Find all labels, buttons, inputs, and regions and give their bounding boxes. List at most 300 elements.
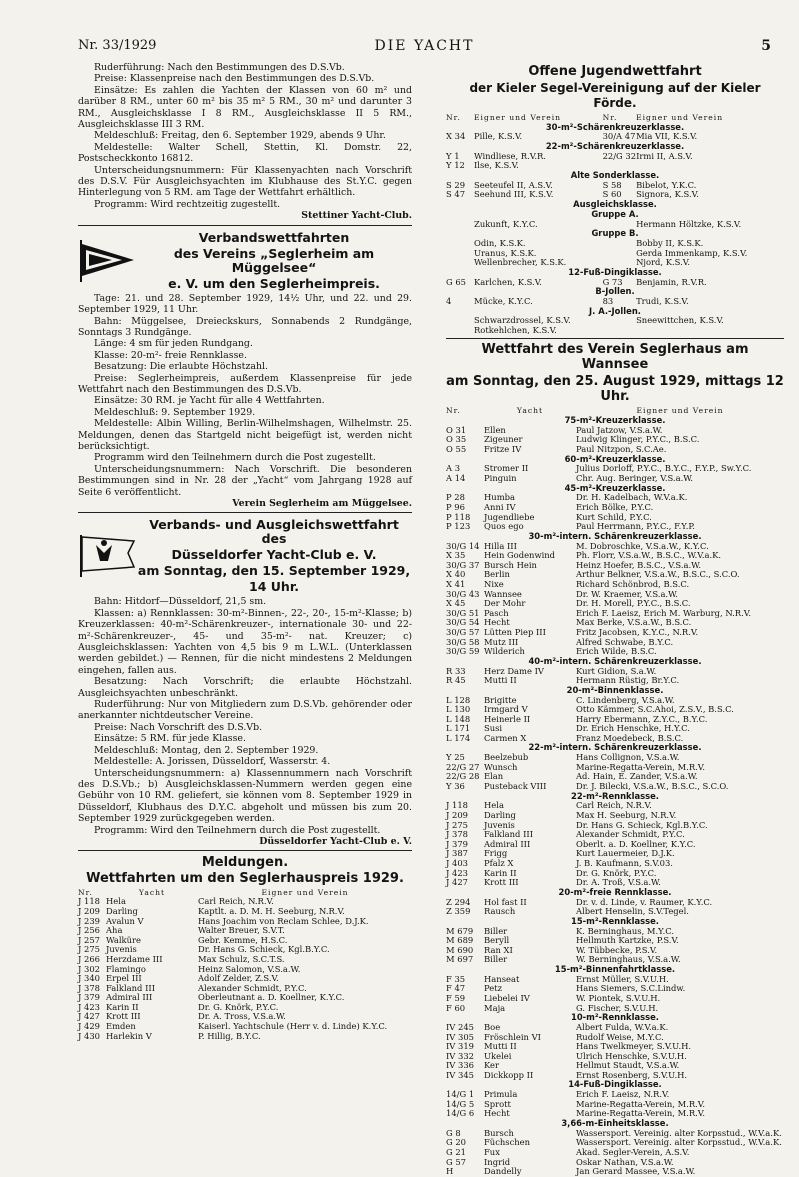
yacht-name: Hela xyxy=(484,800,504,811)
yacht-name: Hol fast II xyxy=(484,896,527,907)
table-row xyxy=(446,326,784,336)
yacht-name: Beryll xyxy=(484,935,510,946)
owner-club: W. Berninghaus, V.S.a.W. xyxy=(576,954,681,965)
divider xyxy=(78,225,412,226)
yacht-name: Hela xyxy=(106,896,126,907)
para: Meldestelle: Walter Schell, Stettin, Kl. Domstr. 22, Postscheckkonto 16812. xyxy=(78,141,412,165)
yacht-name: Anni IV xyxy=(484,502,516,513)
sail-number: J 209 xyxy=(78,905,101,916)
sail-number: Y 1 xyxy=(446,150,460,161)
divider xyxy=(78,850,412,851)
sail-number: L 130 xyxy=(446,704,471,715)
sail-number xyxy=(446,249,474,259)
sail-number: A 14 xyxy=(446,473,466,484)
owner-club: Dr. Erich Henschke, H.Y.C. xyxy=(576,723,690,734)
left-column xyxy=(78,62,412,1072)
yacht-name: Falkland III xyxy=(484,829,534,840)
sail-number: Z 294 xyxy=(446,896,471,907)
yacht-name: Ingrid xyxy=(484,1156,511,1167)
club-pennant-icon xyxy=(78,238,136,284)
owner-club: Erich F. Laeisz, Erich M. Warburg, N.R.V. xyxy=(576,607,752,618)
owner-club: Hans Collignon, V.S.a.W. xyxy=(576,752,680,763)
owner-club: Albert Fulda, W.V.a.K. xyxy=(576,1021,669,1032)
owner-club: Dr. G. Knörk, P.Y.C. xyxy=(198,1001,279,1012)
owner-club: Ernst Rosenberg, S.V.U.H. xyxy=(576,1069,688,1080)
sail-number xyxy=(603,326,637,336)
para: Tage: 21. und 28. September 1929, 14½ Uhr, und 22. und 29. September 1929, 11 Uhr. xyxy=(78,292,412,316)
para: Meldeschluß: Freitag, den 6. September 1929, abends 9 Uhr. xyxy=(94,130,386,142)
yacht-name: Herzdame III xyxy=(106,953,163,964)
section-title-line: 14 Uhr. xyxy=(249,579,299,595)
seglerhauspreis-table xyxy=(78,888,412,1042)
col-header: Eigner und Verein xyxy=(636,113,724,122)
class-heading: 12-Fuß-Dingiklasse. xyxy=(568,266,662,277)
col-header: Yacht xyxy=(516,406,544,416)
sail-number: 30/G 14 xyxy=(446,540,480,551)
owner-club: Jan Gerard Massee, V.S.a.W. xyxy=(576,1166,696,1177)
yacht-name: Frigg xyxy=(484,848,508,859)
section-title-line: Verbands- und Ausgleichswettfahrt des xyxy=(149,517,399,547)
yacht-name: Irmgard V xyxy=(484,704,528,715)
sail-number xyxy=(603,249,637,259)
yacht-name: Herz Dame IV xyxy=(484,665,544,676)
signature: Stettiner Yacht-Club. xyxy=(301,210,412,222)
sail-number: Y 36 xyxy=(446,781,465,792)
yacht-owner: Gerda Immenkamp, K.S.V. xyxy=(636,247,748,258)
owner-club: Ludwig Klinger, P.Y.C., B.S.C. xyxy=(576,434,700,445)
yacht-owner: Benjamin, R.V.R. xyxy=(636,276,707,287)
table-row xyxy=(446,1167,784,1177)
owner-club: Dr. v. d. Linde, v. Raumer, K.Y.C. xyxy=(576,896,713,907)
owner-club: Kurt Gidion, S.a.W. xyxy=(576,665,657,676)
owner-club: Dr. A. Tross, V.S.a.W. xyxy=(198,1011,286,1022)
yacht-name: Ukelei xyxy=(484,1050,512,1061)
yacht-name: Petz xyxy=(484,983,502,994)
sail-number: J 275 xyxy=(78,944,101,955)
yacht-owner: Bibelot, Y.K.C. xyxy=(636,179,697,190)
class-heading: 22-m²-Rennklasse. xyxy=(571,790,659,801)
owner-club: K. Berninghaus, M.Y.C. xyxy=(576,925,675,936)
yacht-name: Humba xyxy=(484,492,515,503)
yacht-name: Maja xyxy=(484,1002,506,1013)
owner-club: Carl Reich, N.R.V. xyxy=(576,800,652,811)
yacht-owner: Schwarzdrossel, K.S.V. xyxy=(474,315,571,326)
sail-number: J 266 xyxy=(78,953,101,964)
sail-number: J 423 xyxy=(446,867,469,878)
yacht-name: Fröschlein VI xyxy=(484,1031,541,1042)
yacht-name: Ran XI xyxy=(484,944,513,955)
sail-number xyxy=(446,258,474,268)
class-heading: 75-m²-Kreuzerklasse. xyxy=(564,415,666,426)
owner-club: Arthur Belkner, V.S.a.W., B.S.C., S.C.O. xyxy=(576,569,740,580)
section-heading-mueggelsee xyxy=(78,229,412,293)
para: Meldestelle: A. Jorissen, Düsseldorf, Wasserstr. 4. xyxy=(94,756,331,768)
para: Bahn: Hitdorf—Düsseldorf, 21,5 sm. xyxy=(94,596,267,608)
sail-number: J 209 xyxy=(446,810,469,821)
sail-number: J 430 xyxy=(78,1030,101,1041)
para: Programm: Wird rechtzeitig zugestellt. xyxy=(94,198,281,210)
section-title-line: Verbandswettfahrten xyxy=(198,229,350,245)
jugend-table xyxy=(446,113,784,335)
owner-club: Ph. Florr, V.S.a.W., B.S.C., W.V.a.K. xyxy=(576,550,722,561)
sail-number: J 275 xyxy=(446,819,469,830)
yacht-name: Stromer II xyxy=(484,463,529,474)
owner-club: Akad. Segler-Verein, A.S.V. xyxy=(576,1147,690,1158)
para: Einsätze: 30 RM. je Yacht für alle 4 Wettfahrten. xyxy=(94,395,325,407)
sail-number: J 239 xyxy=(78,915,101,926)
yacht-name: Krott III xyxy=(106,1011,141,1022)
sail-number: 14/G 6 xyxy=(446,1108,475,1119)
yacht-owner: Rotkehlchen, K.S.V. xyxy=(474,324,557,335)
sail-number xyxy=(446,239,474,249)
yacht-owner: Mücke, K.Y.C. xyxy=(474,295,533,306)
owner-club: Ernst Müller, S.V.U.H. xyxy=(576,973,669,984)
class-heading: Gruppe A. xyxy=(591,208,639,219)
sail-number: F 35 xyxy=(446,973,466,984)
sail-number: 4 xyxy=(446,295,452,306)
para: Besatzung: Nach Vorschrift; die erlaubte Höchstzahl. Ausgleichsyachten unbeschränkt. xyxy=(78,676,412,699)
sail-number: J 302 xyxy=(78,963,101,974)
owner-club: Gebr. Kemme, H.S.C. xyxy=(198,934,288,945)
sail-number: F 59 xyxy=(446,992,466,1003)
yacht-name: Pasch xyxy=(484,607,509,618)
page-number: 5 xyxy=(761,38,771,54)
page-header xyxy=(78,38,771,56)
yacht-name: Wunsch xyxy=(484,761,518,772)
owner-club: Dr. G. Knörk, P.Y.C. xyxy=(576,867,657,878)
owner-club: Rudolf Weise, M.Y.C. xyxy=(576,1031,664,1042)
owner-club: Dr. A. Troß, V.S.a.W. xyxy=(576,877,661,888)
jugend-title-line: Offene Jugendwettfahrt xyxy=(528,64,702,79)
sail-number: 30/G 37 xyxy=(446,559,480,570)
sail-number: 14/G 5 xyxy=(446,1098,475,1109)
owner-club: Paul Herrmann, P.Y.C., F.Y.P. xyxy=(576,521,695,532)
table-row xyxy=(78,1032,412,1042)
class-heading: 10-m²-Rennklasse. xyxy=(571,1012,659,1023)
section-title-line: des Vereins „Seglerheim am Müggelsee“ xyxy=(173,245,375,275)
sail-number: Y 12 xyxy=(446,160,465,171)
owner-club: Marine-Regatta-Verein, M.R.V. xyxy=(576,1098,706,1109)
sail-number: J 340 xyxy=(78,973,101,984)
yacht-name: Beelzebub xyxy=(484,752,529,763)
seglerhauspreis-rows xyxy=(78,897,412,1041)
yacht-name: Biller xyxy=(484,925,508,936)
owner-club: Alfred Schwabe, B.Y.C. xyxy=(576,636,674,647)
sail-number: O 35 xyxy=(446,434,467,445)
yacht-name: Juvenis xyxy=(106,944,137,955)
owner-club: Kaiserl. Yachtschule (Herr v. d. Linde) K.Y.C. xyxy=(198,1021,388,1032)
owner-club: Hellmut Staudt, V.S.a.W. xyxy=(576,1060,680,1071)
yacht-name: Flamingo xyxy=(106,963,146,974)
owner-club: Dr. J. Bilecki, V.S.a.W., B.S.C., S.C.O. xyxy=(576,781,729,792)
yacht-owner: Hermann Höltzke, K.S.V. xyxy=(636,218,742,229)
yacht-name: Falkland III xyxy=(106,982,156,993)
sail-number: 30/G 59 xyxy=(446,646,480,657)
yacht-owner: Mia VII, K.S.V. xyxy=(636,131,698,142)
sail-number: F 47 xyxy=(446,983,466,994)
yacht-name: Juvenis xyxy=(484,819,515,830)
owner-club: Otto Kämmer, S.C.Ahoi, Z.S.V., B.S.C. xyxy=(576,704,734,715)
yacht-name: Pusteback VIII xyxy=(484,781,547,792)
sail-number: IV 305 xyxy=(446,1031,475,1042)
para: Preise: Klassenpreise nach den Bestimmungen des D.S.Vb. xyxy=(94,73,375,85)
sail-number: J 256 xyxy=(78,925,101,936)
yacht-name: Biller xyxy=(484,954,508,965)
yacht-owner: Irmi II, A.S.V. xyxy=(636,150,693,161)
class-heading: 20-m²-Binnenklasse. xyxy=(566,684,664,695)
sail-number: M 697 xyxy=(446,954,474,965)
yacht-name: Mutti II xyxy=(484,1041,517,1052)
sail-number: 30/G 58 xyxy=(446,636,480,647)
sail-number: M 689 xyxy=(446,935,474,946)
para: Unterscheidungsnummern: Nach Vorschrift. Die besonderen Bestimmungen sind in Nr. 28 der „Yacht“ vom Jahrgang 1928 auf Seite 6 veröffentlicht. xyxy=(78,463,412,498)
para: Preise: Nach Vorschrift des D.S.Vb. xyxy=(94,721,263,733)
sail-number: R 33 xyxy=(446,665,466,676)
owner-club: Hans Siemers, S.C.Lindw. xyxy=(576,983,686,994)
sail-number: J 403 xyxy=(446,858,469,869)
owner-club: Oberlt. a. D. Koellner, K.Y.C. xyxy=(576,838,696,849)
sail-number: J 118 xyxy=(446,800,469,811)
sail-number: J 257 xyxy=(78,934,101,945)
col-header: Nr. xyxy=(446,406,461,416)
sail-number: A 3 xyxy=(446,463,461,474)
owner-club: Albert Henselin, S.V.Tegel. xyxy=(576,906,689,917)
yacht-owner: Ilse, K.S.V. xyxy=(474,160,519,171)
owner-club: Erich Bölke, P.Y.C. xyxy=(576,502,654,513)
sail-number: G 73 xyxy=(602,276,623,287)
yacht-name: Ker xyxy=(484,1060,499,1071)
para: Programm wird den Teilnehmern durch die Post zugestellt. xyxy=(94,452,376,464)
class-heading: 22-m²-intern. Schärenkreuzerklasse. xyxy=(528,742,702,753)
owner-club: Max H. Seeburg, N.R.V. xyxy=(576,810,677,821)
para: Meldeschluß: Montag, den 2. September 1929. xyxy=(94,744,319,756)
section-heading-duesseldorf xyxy=(78,516,412,596)
yacht-name: Der Mohr xyxy=(484,598,526,609)
owner-club: Erich Wilde, B.S.C. xyxy=(576,646,657,657)
jugend-title-line: der Kieler Segel-Vereinigung auf der Kieler Förde. xyxy=(469,81,761,110)
yacht-name: Quos ego xyxy=(484,521,524,532)
sail-number: 22/G 32 xyxy=(602,150,637,161)
sail-number: J 427 xyxy=(78,1011,101,1022)
yacht-name: Nixe xyxy=(484,578,504,589)
yacht-name: Dandelly xyxy=(484,1166,522,1177)
yacht-name: Fux xyxy=(484,1147,500,1158)
owner-club: Harry Ebermann, Z.Y.C., B.Y.C. xyxy=(576,713,708,724)
owner-club: Paul Jatzow, V.S.a.W. xyxy=(576,424,663,435)
yacht-name: Bursch xyxy=(484,1127,514,1138)
sail-number: O 31 xyxy=(446,424,467,435)
sail-number xyxy=(446,326,474,336)
yacht-name: Primula xyxy=(484,1089,518,1100)
yacht-name: Wannsee xyxy=(484,588,522,599)
yacht-name: Erpel III xyxy=(106,973,142,984)
owner-club: Kaptlt. a. D. M. H. Seeburg, N.R.V. xyxy=(198,905,345,916)
yacht-owner: Seeteufel II, A.S.V. xyxy=(474,179,553,190)
sail-number: 30/G 51 xyxy=(446,607,480,618)
yacht-owner: Bobby II, K.S.K. xyxy=(636,237,704,248)
yacht-name: Darling xyxy=(484,810,516,821)
sail-number: S 58 xyxy=(602,179,622,190)
sail-number: P 96 xyxy=(446,502,465,513)
col-header: Nr. xyxy=(78,887,93,897)
owner-club: Wassersport. Vereinig. alter Korpsstud., W.V.a.K. xyxy=(576,1137,782,1148)
owner-club: J. B. Kaufmann, S.V.03. xyxy=(576,858,673,869)
yacht-name: Walküre xyxy=(106,934,141,945)
para: Klassen: a) Rennklassen: 30-m²-Binnen-, 22-, 20-, 15-m²-Klasse; b) Kreuzerklassen: 40-m²-Schärenkreuzer-, internationale 30- und 22-m²-Schärenkreuzer-, 45- und 35-m²- nat. Kreuzer; c) Ausgleichsklassen: Yachten von 4,5 bis 9 m L.W.L. (Unterklassen werden gebildet.) — Rennen, für die nicht mindestens 2 Meldungen eingehen, fallen aus. xyxy=(78,607,412,676)
para: Unterscheidungsnummern: Für Klassenyachten nach Vorschrift des D.S.V. Für Ausgleichsyachten im Klubhause des St.Y.C. gegen Hinterlegung von 5 RM. am Tage der Wettfahrt erhältlich. xyxy=(78,164,412,199)
yacht-name: Boe xyxy=(484,1021,501,1032)
sail-number: IV 345 xyxy=(446,1069,475,1080)
owner-club: Dr. H. Morell, P.Y.C., B.S.C. xyxy=(576,598,691,609)
yacht-name: Berlin xyxy=(484,569,510,580)
yacht-name: Jugendliebe xyxy=(484,511,535,522)
yacht-name: Bursch Hein xyxy=(484,559,537,570)
sail-number: J 378 xyxy=(446,829,469,840)
yacht-name: Pinguin xyxy=(484,473,517,484)
para: Ruderführung: Nach den Bestimmungen des D.S.Vb. xyxy=(94,62,345,73)
class-heading: B-Jollen. xyxy=(595,286,635,297)
sail-number: S 60 xyxy=(602,189,622,200)
para: Einsätze: Es zahlen die Yachten der Klassen von 60 m² und darüber 8 RM., unter 60 m² bis 35 m² 5 RM., 30 m² und darunter 3 RM., Ausgleichsklasse I 8 RM., Ausgleichsklasse II 5 RM., Ausgleichsklasse III 3 RM. xyxy=(78,84,412,131)
yacht-name: Mutti II xyxy=(484,675,517,686)
owner-club: Heinz Hoefer, B.S.C., V.S.a.W. xyxy=(576,559,701,570)
right-column xyxy=(446,62,784,1177)
sail-number: Z 359 xyxy=(446,906,471,917)
sail-number: G 20 xyxy=(446,1137,467,1148)
yacht-name: Admiral III xyxy=(106,992,153,1003)
owner-club: Marine-Regatta-Verein, M.R.V. xyxy=(576,1108,706,1119)
col-header: Nr. xyxy=(446,113,461,122)
yacht-name: Hanseat xyxy=(484,973,520,984)
yacht-name: Mutz III xyxy=(484,636,519,647)
journal-title: DIE YACHT xyxy=(374,38,475,54)
owner-club: Kurt Lauermeier, D.J.K. xyxy=(576,848,675,859)
sail-number: P 123 xyxy=(446,521,471,532)
para: Klasse: 20-m²- freie Rennklasse. xyxy=(94,349,247,361)
sail-number: G 65 xyxy=(446,276,467,287)
owner-club: Wassersport. Vereinig. alter Korpsstud., W.V.a.K. xyxy=(576,1127,782,1138)
seglerhauspreis-title: Wettfahrten um den Seglerhauspreis 1929. xyxy=(86,870,404,886)
owner-club: Ulrich Henschke, S.V.U.H. xyxy=(576,1050,687,1061)
sail-number: H xyxy=(446,1166,454,1177)
yacht-name: Admiral III xyxy=(484,838,531,849)
yacht-name: Heinerle II xyxy=(484,713,531,724)
owner-club: Max Berke, V.S.a.W., B.S.C. xyxy=(576,617,692,628)
class-heading: 22-m²-Schärenkreuzerklasse. xyxy=(545,140,685,151)
class-heading: 40-m²-intern. Schärenkreuzerklasse. xyxy=(528,655,702,666)
owner-club: Hermann Rüstig, Br.Y.C. xyxy=(576,675,680,686)
yacht-name: Darling xyxy=(106,905,138,916)
section-title-line: am Sonntag, den 15. September 1929, xyxy=(137,563,411,579)
wannsee-title-line: am Sonntag, den 25. August 1929, mittags 12 Uhr. xyxy=(446,374,784,405)
class-heading: Alte Sonderklasse. xyxy=(570,169,660,180)
sail-number: IV 332 xyxy=(446,1050,475,1061)
sail-number: J 379 xyxy=(446,838,469,849)
yacht-name: Hein Godenwind xyxy=(484,550,556,561)
sail-number: X 34 xyxy=(446,131,466,142)
signature: Verein Seglerheim am Müggelsee. xyxy=(232,498,412,509)
owner-club: Dr. H. Kadelbach, W.V.a.K. xyxy=(576,492,688,503)
sail-number: IV 319 xyxy=(446,1041,475,1052)
yacht-owner: Windliese, R.V.R. xyxy=(474,150,546,161)
sail-number: 30/A 47 xyxy=(602,131,636,142)
sail-number: J 387 xyxy=(446,848,469,859)
club-flag-icon xyxy=(78,533,136,579)
signature: Düsseldorfer Yacht-Club e. V. xyxy=(259,835,412,847)
sail-number: J 429 xyxy=(78,1021,101,1032)
owner-club: P. Hillig, B.Y.C. xyxy=(198,1030,261,1041)
yacht-owner: Njord, K.S.V. xyxy=(636,257,690,268)
yacht-name: Fritze IV xyxy=(484,444,522,455)
class-heading: 15-m²-Rennklasse. xyxy=(571,915,659,926)
owner-club: Chr. Aug. Beringer, V.S.a.W. xyxy=(576,473,694,484)
sail-number: 30/G 43 xyxy=(446,588,480,599)
yacht-name: Dickkopp II xyxy=(484,1069,534,1080)
yacht-owner: Karlchen, K.S.V. xyxy=(474,276,542,287)
yacht-owner: Uranus, K.S.K. xyxy=(474,247,537,258)
yacht-owner: Sneewittchen, K.S.V. xyxy=(636,315,724,326)
sail-number: 83 xyxy=(602,295,614,306)
sail-number: 22/G 27 xyxy=(446,761,480,772)
owner-club: W. Tübbecke, P.S.V. xyxy=(576,944,658,955)
sail-number: 30/G 54 xyxy=(446,617,480,628)
sail-number xyxy=(446,220,474,230)
owner-club: C. Lindenberg, V.S.a.W. xyxy=(576,694,675,705)
sail-number: J 423 xyxy=(78,1001,101,1012)
sail-number: L 174 xyxy=(446,732,471,743)
sail-number: O 55 xyxy=(446,444,467,455)
yacht-name: Hecht xyxy=(484,1108,510,1119)
para: Ruderführung: Nur von Mitgliedern zum D.S.Vb. gehörender oder anerkannter nichtdeutscher Vereine. xyxy=(78,699,412,722)
para: Preise: Seglerheimpreis, außerdem Klassenpreise für jede Wettfahrt nach den Bestimmungen des D.S.Vb. xyxy=(78,372,412,395)
sail-number: J 427 xyxy=(446,877,469,888)
yacht-name: Sprott xyxy=(484,1098,511,1109)
owner-club: W. Piontek, S.V.U.H. xyxy=(576,992,661,1003)
owner-club: Marine-Regatta-Verein, M.R.V. xyxy=(576,761,706,772)
owner-club: Oberleutnant a. D. Koellner, K.Y.C. xyxy=(198,992,345,1003)
sail-number: S 29 xyxy=(446,179,466,190)
sail-number: G 57 xyxy=(446,1156,467,1167)
yacht-name: Lütten Piep III xyxy=(484,626,546,637)
wannsee-rows xyxy=(446,416,784,1177)
sail-number: X 35 xyxy=(446,550,466,561)
sail-number: S 47 xyxy=(446,189,466,200)
owner-club: Hans Joachim von Reclam Schlee, D.J.K. xyxy=(198,915,369,926)
sail-number: IV 245 xyxy=(446,1021,475,1032)
owner-club: Dr. Hans G. Schieck, Kgl.B.Y.C. xyxy=(576,819,708,830)
owner-club: G. Fischer, S.V.U.H. xyxy=(576,1002,659,1013)
sail-number: G 21 xyxy=(446,1147,467,1158)
sail-number: J 379 xyxy=(78,992,101,1003)
mueggelsee-rules xyxy=(78,293,412,510)
class-heading: 60-m²-Kreuzerklasse. xyxy=(564,453,666,464)
yacht-owner: Signora, K.S.V. xyxy=(636,189,699,200)
col-header: Eigner und Verein xyxy=(474,113,562,122)
class-heading: 20-m²-freie Rennklasse. xyxy=(558,886,672,897)
wannsee-table xyxy=(446,406,784,1176)
duesseldorf-rules xyxy=(78,596,412,847)
yacht-name: Liebelei IV xyxy=(484,992,530,1003)
para: Meldestelle: Albin Willing, Berlin-Wilhelmshagen, Wilhelmstr. 25. Meldungen, denen das Startgeld nicht beigefügt ist, werden nicht berücksichtigt. xyxy=(78,418,412,452)
sail-number: IV 336 xyxy=(446,1060,475,1071)
owner-club: Paul Nitzpon, S.C.Ae. xyxy=(576,444,667,455)
yacht-owner: Seehund III, K.S.V. xyxy=(474,189,554,200)
owner-club: Hellmuth Kartzke, P.S.V. xyxy=(576,935,679,946)
para: Unterscheidungsnummern: a) Klassennummern nach Vorschrift des D.S.Vb.; b) Ausgleichsklassen-Nummern werden gegen eine Gebühr von 10 RM. geliefert, sie können vom 8. September 1929 in Düsseldorf, Klubhaus des D.Y.C. abgeholt und müssen bis zum 20. September 1929 zurückgegeben werden. xyxy=(78,767,412,825)
owner-club: Richard Schönbrod, B.S.C. xyxy=(576,578,690,589)
owner-club: Alexander Schmidt, P.Y.C. xyxy=(576,829,685,840)
divider xyxy=(446,338,784,339)
